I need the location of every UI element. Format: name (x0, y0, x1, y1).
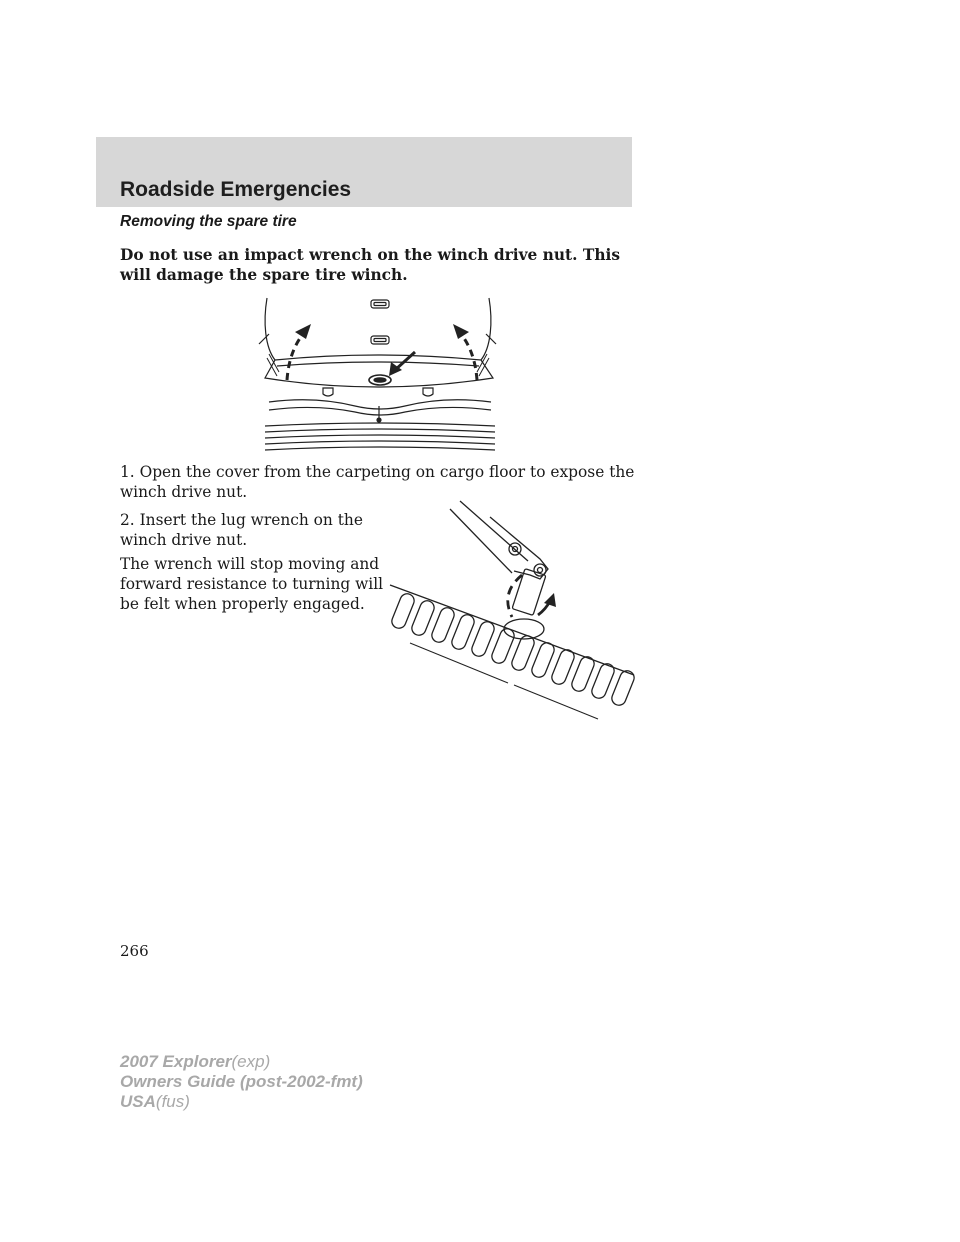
open-arrow-left (287, 334, 303, 380)
side-panel-left (265, 298, 275, 360)
section-title: Removing the spare tire (120, 213, 297, 230)
hook-left (323, 388, 333, 396)
wrench-handle (448, 499, 520, 571)
step-2-note-text: The wrench will stop moving and forward resistance to turning will be felt when properly engaged. (120, 555, 384, 613)
document-footer (120, 1052, 363, 1112)
cargo-cover-illustration (255, 292, 500, 452)
lug-wrench-illustration (388, 497, 636, 725)
page-header-title: Roadside Emergencies (120, 178, 352, 201)
open-arrow-right (461, 334, 477, 380)
footer-line-1: 2007 Explorer(exp) (120, 1052, 271, 1071)
warning-text: Do not use an impact wrench on the winch drive nut. This will damage the spare tire winch. (120, 246, 621, 284)
footer-line-2: Owners Guide (post-2002-fmt) (120, 1072, 363, 1091)
side-panel-right (481, 298, 491, 360)
step-1-text: 1. Open the cover from the carpeting on cargo floor to expose the winch drive nut. (120, 463, 635, 501)
hook-right (423, 388, 433, 396)
pivot-bolt-lower (534, 564, 546, 576)
step-2-text: 2. Insert the lug wrench on the winch drive nut. (120, 511, 363, 549)
footer-line-3: USA(fus) (120, 1092, 190, 1111)
page-number: 266 (120, 942, 149, 960)
